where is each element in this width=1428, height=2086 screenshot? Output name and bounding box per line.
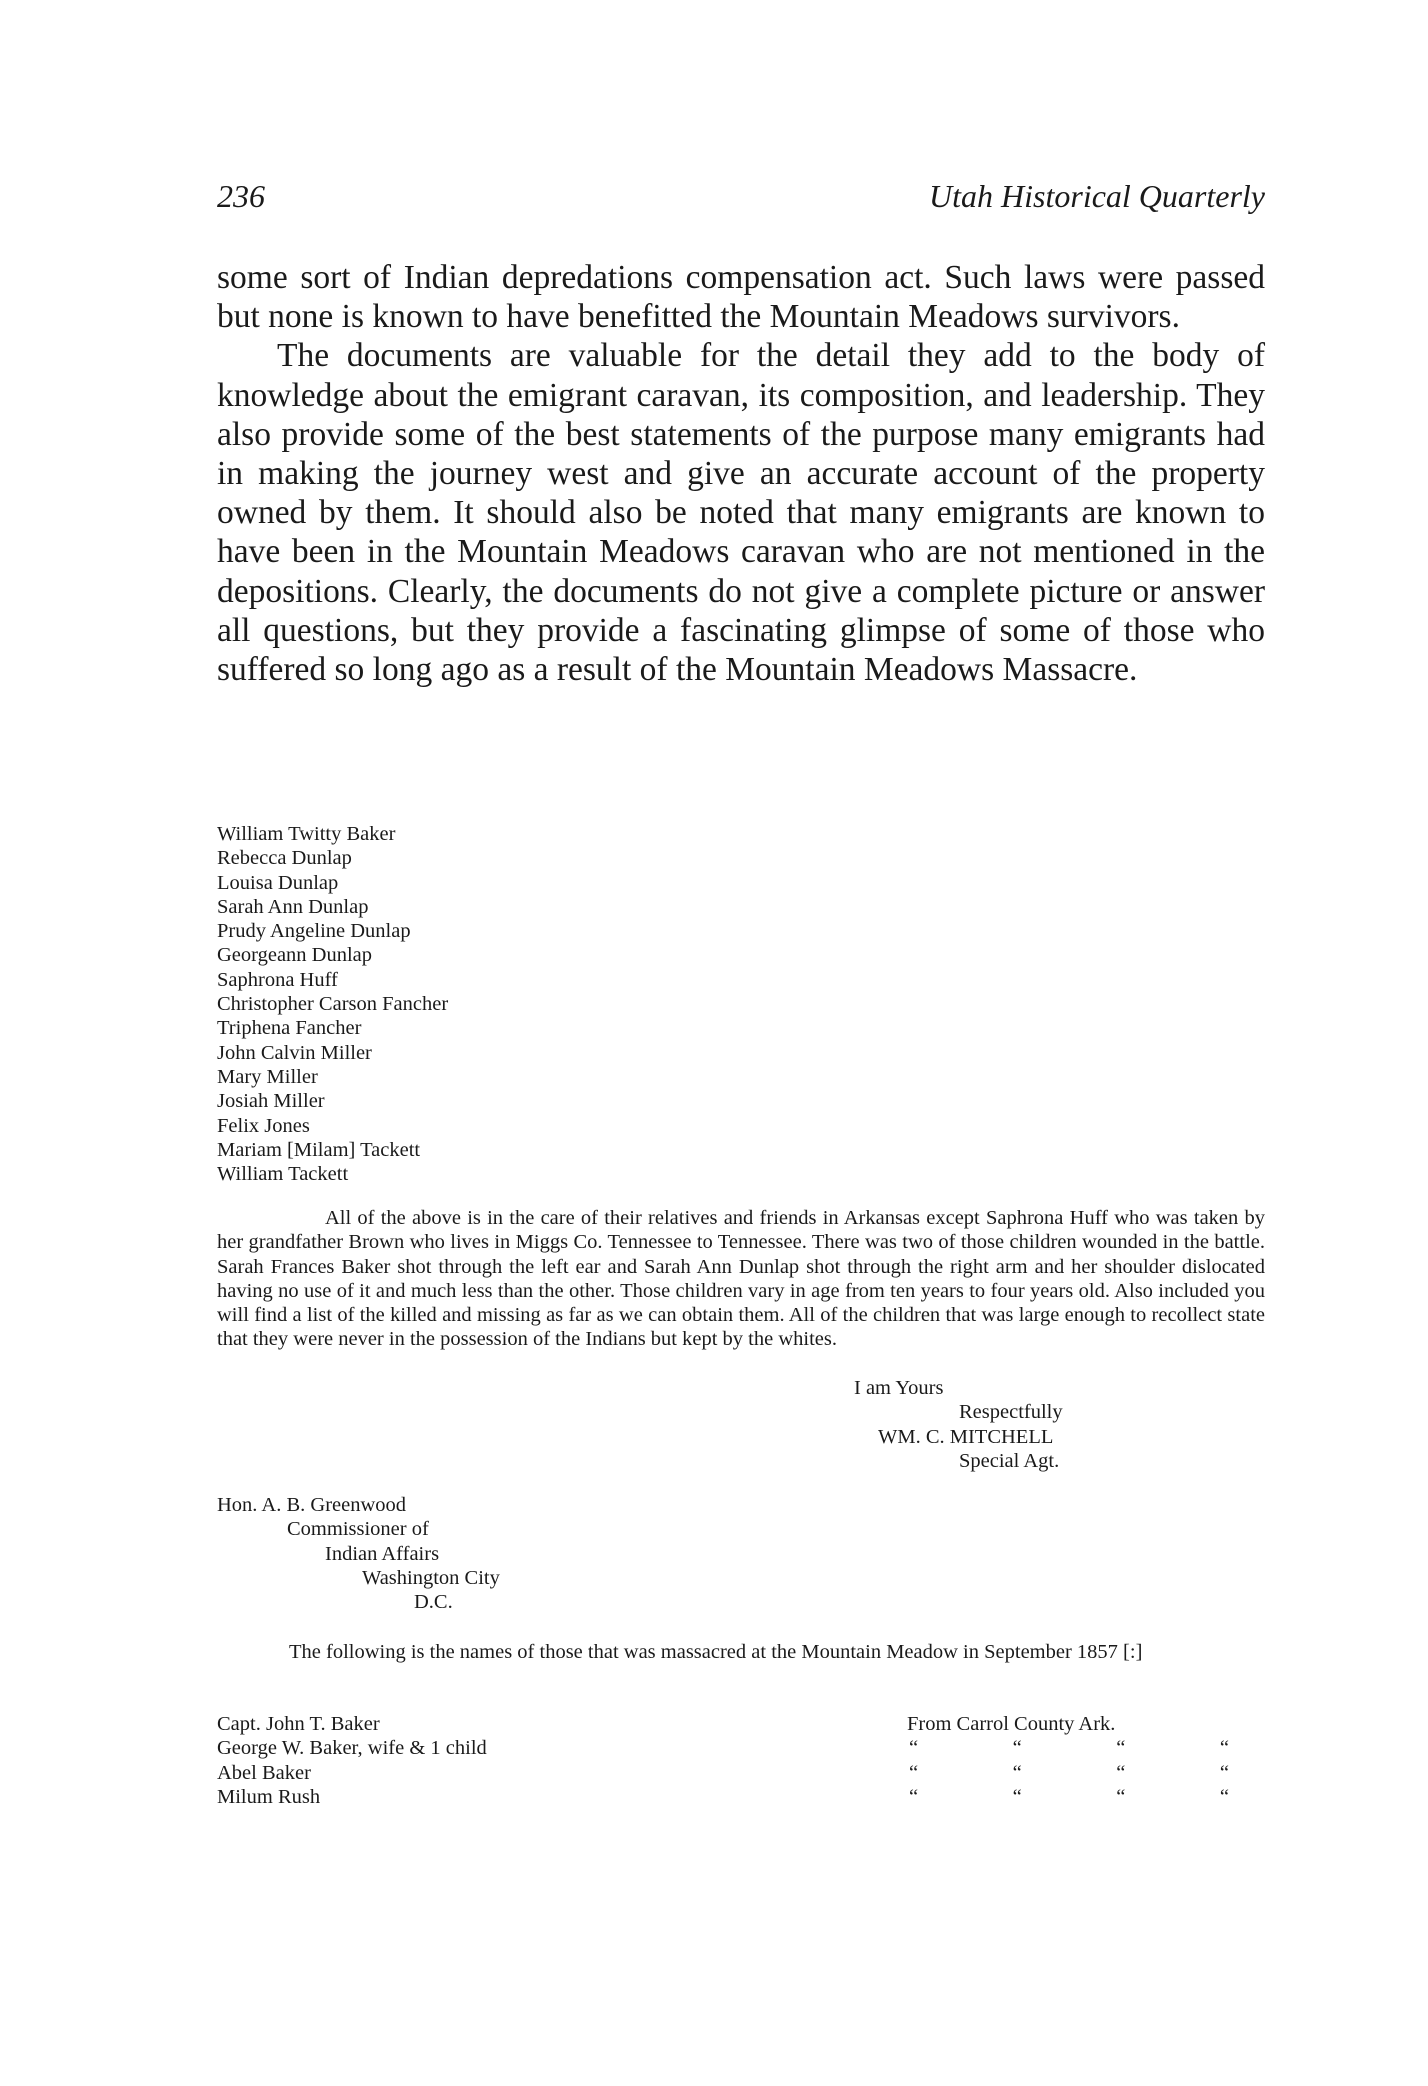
list-item	[217, 1712, 1265, 1736]
victim-name: Abel Baker	[217, 1761, 311, 1784]
address-line: D.C.	[414, 1591, 453, 1614]
survivor-name: Louisa Dunlap	[217, 871, 339, 894]
survivor-name: John Calvin Miller	[217, 1041, 372, 1064]
ditto-mark: “	[909, 1761, 919, 1784]
survivor-name: William Tackett	[217, 1163, 349, 1186]
survivor-name: Christopher Carson Fancher	[217, 993, 449, 1016]
closing-line: I am Yours	[854, 1377, 944, 1399]
survivor-name: Mariam [Milam] Tackett	[217, 1138, 421, 1161]
ditto-mark: “	[1219, 1761, 1229, 1784]
ditto-marks	[907, 1761, 1229, 1785]
survivor-name: Sarah Ann Dunlap	[217, 895, 369, 918]
body-paragraph-2: The documents are valuable for the detail they add to the body of knowledge about the emigrant caravan, its composition, and leadership. They also provide some of the best statements of the purpose many emigrants had in making the journey west and give an accurate account of the property owned by them. It should also be noted that many emigrants are known to have been in the Mountain Meadows caravan who are not mentioned in the depositions. Clearly, the documents do not give a complete picture or answer all questions, but they provide a fascinating glimpse of some of those who suffered so long ago as a result of the Mountain Meadows Massacre.	[217, 337, 1265, 689]
address-line: Washington City	[362, 1566, 500, 1589]
survivor-name: William Twitty Baker	[217, 823, 396, 845]
ditto-mark: “	[1012, 1737, 1022, 1760]
survivor-name: Triphena Fancher	[217, 1017, 362, 1040]
ditto-mark: “	[1012, 1761, 1022, 1784]
massacre-victim-list	[217, 1712, 1265, 1809]
signature-name: WM. C. MITCHELL	[878, 1425, 1054, 1448]
ditto-mark: “	[1116, 1761, 1126, 1784]
ditto-mark: “	[909, 1737, 919, 1760]
list-item	[217, 1785, 1265, 1809]
list-item	[217, 1736, 1265, 1760]
survivor-name: Prudy Angeline Dunlap	[217, 920, 411, 943]
ditto-mark: “	[1219, 1785, 1229, 1808]
survivor-list	[217, 822, 817, 1186]
list-item	[217, 1761, 1265, 1785]
ditto-marks	[907, 1736, 1229, 1760]
address-line: Indian Affairs	[325, 1542, 440, 1565]
ditto-mark: “	[1012, 1785, 1022, 1808]
victim-origin: From Carrol County Ark.	[907, 1713, 1116, 1735]
ditto-mark: “	[909, 1785, 919, 1808]
victim-name: George W. Baker, wife & 1 child	[217, 1737, 487, 1760]
body-text	[217, 258, 1265, 689]
letter-body	[217, 1206, 1265, 1352]
signature-title: Special Agt.	[959, 1449, 1060, 1472]
page-number: 236	[217, 178, 265, 214]
page-header	[217, 176, 1265, 216]
address-line: Commissioner of	[287, 1518, 429, 1541]
victim-name: Milum Rush	[217, 1785, 321, 1808]
ditto-mark: “	[1116, 1737, 1126, 1760]
body-paragraph-1: some sort of Indian depredations compensation act. Such laws were passed but none is known to have benefitted the Mountain Meadows survivors.	[217, 259, 1265, 336]
survivor-name: Josiah Miller	[217, 1090, 325, 1113]
address-line: Hon. A. B. Greenwood	[217, 1494, 407, 1516]
ditto-mark: “	[1219, 1737, 1229, 1760]
ditto-mark: “	[1116, 1785, 1126, 1808]
massacre-list-intro	[217, 1640, 1265, 1664]
letter-closing	[217, 1376, 1265, 1473]
survivor-name: Saphrona Huff	[217, 968, 338, 991]
victim-name: Capt. John T. Baker	[217, 1713, 380, 1735]
closing-line: Respectfully	[959, 1401, 1063, 1424]
journal-title: Utah Historical Quarterly	[929, 178, 1265, 214]
survivor-name: Georgeann Dunlap	[217, 944, 373, 967]
survivor-name: Mary Miller	[217, 1065, 318, 1088]
survivor-name: Felix Jones	[217, 1114, 310, 1137]
massacre-intro-text: The following is the names of those that was massacred at the Mountain Meadow in September 1857 [:]	[289, 1641, 1143, 1663]
letter-paragraph: All of the above is in the care of their relatives and friends in Arkansas except Saphrona Huff who was taken by her grandfather Brown who lives in Miggs Co. Tennessee to Tennessee. There was two of those children wounded in the battle. Sarah Frances Baker shot through the left ear and Sarah Ann Dunlap shot through the right arm and her shoulder dislocated having no use of it and much less than the other. Those children vary in age from ten years to four years old. Also included you will find a list of the killed and missing as far as we can obtain them. All of the children that was large enough to recollect state that they were never in the possession of the Indians but kept by the whites.	[217, 1207, 1265, 1351]
survivor-name: Rebecca Dunlap	[217, 847, 352, 870]
recipient-address	[217, 1493, 817, 1614]
ditto-marks	[907, 1785, 1229, 1809]
